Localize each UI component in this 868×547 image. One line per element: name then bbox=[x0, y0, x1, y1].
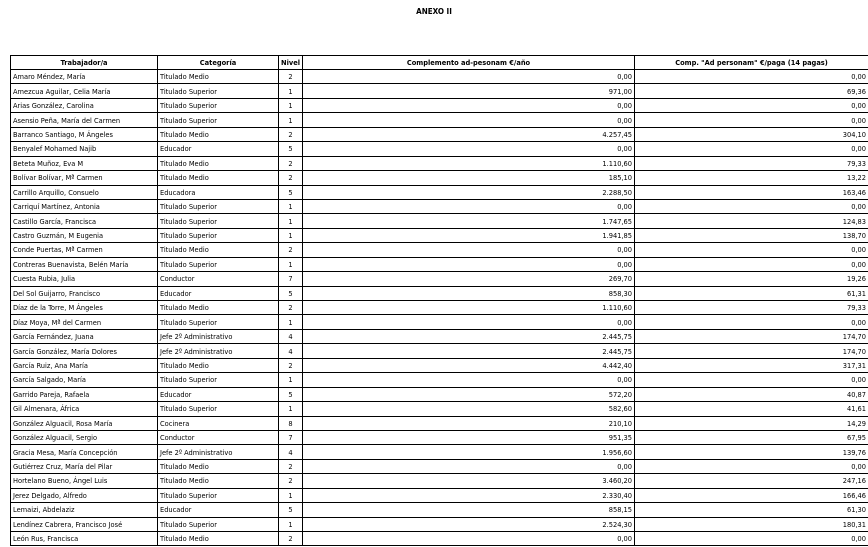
cell-level: 5 bbox=[279, 185, 303, 199]
cell-worker: Amezcua Aguilar, Celia María bbox=[11, 84, 158, 98]
cell-per-pay-complement: 174,70 bbox=[635, 329, 868, 343]
cell-level: 7 bbox=[279, 272, 303, 286]
header-worker: Trabajador/a bbox=[11, 56, 158, 70]
cell-category: Titulado Medio bbox=[158, 156, 279, 170]
cell-annual-complement: 0,00 bbox=[303, 373, 635, 387]
cell-worker: Castro Guzmán, M Eugenia bbox=[11, 228, 158, 242]
cell-annual-complement: 582,60 bbox=[303, 402, 635, 416]
cell-annual-complement: 0,00 bbox=[303, 98, 635, 112]
cell-worker: García González, María Dolores bbox=[11, 344, 158, 358]
cell-annual-complement: 0,00 bbox=[303, 199, 635, 213]
cell-annual-complement: 4.257,45 bbox=[303, 127, 635, 141]
cell-level: 2 bbox=[279, 70, 303, 84]
table-row bbox=[11, 315, 868, 329]
cell-per-pay-complement: 79,33 bbox=[635, 156, 868, 170]
cell-worker: Benyalef Mohamed Najib bbox=[11, 142, 158, 156]
cell-annual-complement: 0,00 bbox=[303, 532, 635, 546]
cell-per-pay-complement: 69,36 bbox=[635, 84, 868, 98]
cell-annual-complement: 0,00 bbox=[303, 113, 635, 127]
cell-annual-complement: 2.330,40 bbox=[303, 488, 635, 502]
cell-per-pay-complement: 61,31 bbox=[635, 286, 868, 300]
cell-level: 1 bbox=[279, 98, 303, 112]
table-row bbox=[11, 532, 868, 546]
cell-annual-complement: 210,10 bbox=[303, 416, 635, 430]
cell-worker: Amaro Méndez, María bbox=[11, 70, 158, 84]
cell-annual-complement: 0,00 bbox=[303, 243, 635, 257]
table-row bbox=[11, 517, 868, 531]
table-row bbox=[11, 84, 868, 98]
cell-level: 1 bbox=[279, 199, 303, 213]
cell-level: 2 bbox=[279, 243, 303, 257]
cell-per-pay-complement: 0,00 bbox=[635, 257, 868, 271]
cell-per-pay-complement: 0,00 bbox=[635, 113, 868, 127]
cell-level: 2 bbox=[279, 301, 303, 315]
table-row bbox=[11, 228, 868, 242]
cell-level: 2 bbox=[279, 358, 303, 372]
cell-per-pay-complement: 0,00 bbox=[635, 243, 868, 257]
cell-per-pay-complement: 317,31 bbox=[635, 358, 868, 372]
cell-per-pay-complement: 79,33 bbox=[635, 301, 868, 315]
table-row bbox=[11, 142, 868, 156]
cell-level: 4 bbox=[279, 329, 303, 343]
cell-annual-complement: 3.460,20 bbox=[303, 474, 635, 488]
cell-annual-complement: 4.442,40 bbox=[303, 358, 635, 372]
cell-category: Titulado Superior bbox=[158, 257, 279, 271]
table-row bbox=[11, 214, 868, 228]
cell-per-pay-complement: 138,70 bbox=[635, 228, 868, 242]
cell-worker: García Salgado, María bbox=[11, 373, 158, 387]
cell-worker: Beteta Muñoz, Eva M bbox=[11, 156, 158, 170]
cell-category: Conductor bbox=[158, 272, 279, 286]
cell-annual-complement: 971,00 bbox=[303, 84, 635, 98]
cell-level: 4 bbox=[279, 344, 303, 358]
cell-level: 1 bbox=[279, 84, 303, 98]
table-row bbox=[11, 171, 868, 185]
cell-per-pay-complement: 0,00 bbox=[635, 70, 868, 84]
cell-annual-complement: 1.956,60 bbox=[303, 445, 635, 459]
table-header-row bbox=[11, 56, 868, 70]
cell-category: Educador bbox=[158, 142, 279, 156]
cell-category: Titulado Superior bbox=[158, 199, 279, 213]
cell-worker: Bolívar Bolívar, Mª Carmen bbox=[11, 171, 158, 185]
cell-annual-complement: 1.747,65 bbox=[303, 214, 635, 228]
cell-category: Titulado Medio bbox=[158, 127, 279, 141]
cell-category: Titulado Superior bbox=[158, 214, 279, 228]
cell-category: Educadora bbox=[158, 185, 279, 199]
table-row bbox=[11, 257, 868, 271]
cell-category: Titulado Medio bbox=[158, 532, 279, 546]
cell-category: Jefe 2º Administrativo bbox=[158, 344, 279, 358]
cell-level: 2 bbox=[279, 171, 303, 185]
cell-worker: León Rus, Francisca bbox=[11, 532, 158, 546]
cell-annual-complement: 2.445,75 bbox=[303, 344, 635, 358]
cell-worker: Cuesta Rubia, Julia bbox=[11, 272, 158, 286]
table-row bbox=[11, 416, 868, 430]
cell-worker: Díaz Moya, Mª del Carmen bbox=[11, 315, 158, 329]
compensation-table bbox=[10, 55, 868, 546]
header-per-pay-complement: Comp. "Ad personam" €/paga (14 pagas) bbox=[635, 56, 868, 70]
cell-annual-complement: 572,20 bbox=[303, 387, 635, 401]
cell-category: Titulado Superior bbox=[158, 84, 279, 98]
cell-worker: Lemaizi, Abdelaziz bbox=[11, 503, 158, 517]
cell-category: Cocinera bbox=[158, 416, 279, 430]
cell-worker: González Alguacil, Rosa María bbox=[11, 416, 158, 430]
cell-annual-complement: 2.288,50 bbox=[303, 185, 635, 199]
cell-level: 7 bbox=[279, 430, 303, 444]
cell-per-pay-complement: 67,95 bbox=[635, 430, 868, 444]
cell-category: Titulado Medio bbox=[158, 358, 279, 372]
cell-level: 1 bbox=[279, 402, 303, 416]
cell-category: Titulado Medio bbox=[158, 459, 279, 473]
cell-level: 1 bbox=[279, 488, 303, 502]
cell-level: 5 bbox=[279, 286, 303, 300]
cell-annual-complement: 951,35 bbox=[303, 430, 635, 444]
cell-worker: Asensio Peña, María del Carmen bbox=[11, 113, 158, 127]
cell-worker: Garrido Pareja, Rafaela bbox=[11, 387, 158, 401]
cell-category: Titulado Superior bbox=[158, 373, 279, 387]
table-row bbox=[11, 387, 868, 401]
cell-level: 5 bbox=[279, 142, 303, 156]
cell-per-pay-complement: 304,10 bbox=[635, 127, 868, 141]
cell-annual-complement: 1.110,60 bbox=[303, 156, 635, 170]
table-row bbox=[11, 70, 868, 84]
cell-per-pay-complement: 174,70 bbox=[635, 344, 868, 358]
table-row bbox=[11, 301, 868, 315]
cell-category: Educador bbox=[158, 387, 279, 401]
header-level: Nivel bbox=[279, 56, 303, 70]
cell-category: Titulado Medio bbox=[158, 301, 279, 315]
table-row bbox=[11, 113, 868, 127]
table-row bbox=[11, 199, 868, 213]
table-row bbox=[11, 156, 868, 170]
header-annual-complement: Complemento ad-pesonam €/año bbox=[303, 56, 635, 70]
table-body bbox=[11, 70, 868, 546]
cell-category: Titulado Medio bbox=[158, 171, 279, 185]
cell-level: 1 bbox=[279, 315, 303, 329]
cell-per-pay-complement: 13,22 bbox=[635, 171, 868, 185]
cell-level: 2 bbox=[279, 532, 303, 546]
table-row bbox=[11, 243, 868, 257]
cell-worker: Gutiérrez Cruz, María del Pilar bbox=[11, 459, 158, 473]
cell-worker: Lendínez Cabrera, Francisco José bbox=[11, 517, 158, 531]
cell-level: 2 bbox=[279, 156, 303, 170]
cell-annual-complement: 0,00 bbox=[303, 142, 635, 156]
cell-per-pay-complement: 247,16 bbox=[635, 474, 868, 488]
cell-worker: Del Sol Guijarro, Francisco bbox=[11, 286, 158, 300]
table-row bbox=[11, 286, 868, 300]
cell-level: 5 bbox=[279, 503, 303, 517]
table-row bbox=[11, 98, 868, 112]
cell-annual-complement: 1.941,85 bbox=[303, 228, 635, 242]
cell-level: 4 bbox=[279, 445, 303, 459]
cell-per-pay-complement: 124,83 bbox=[635, 214, 868, 228]
cell-per-pay-complement: 0,00 bbox=[635, 532, 868, 546]
cell-level: 2 bbox=[279, 459, 303, 473]
cell-annual-complement: 269,70 bbox=[303, 272, 635, 286]
cell-annual-complement: 185,10 bbox=[303, 171, 635, 185]
cell-worker: Díaz de la Torre, M Ángeles bbox=[11, 301, 158, 315]
cell-per-pay-complement: 0,00 bbox=[635, 142, 868, 156]
header-category: Categoría bbox=[158, 56, 279, 70]
cell-per-pay-complement: 0,00 bbox=[635, 373, 868, 387]
cell-worker: Jerez Delgado, Alfredo bbox=[11, 488, 158, 502]
table-row bbox=[11, 185, 868, 199]
cell-worker: Barranco Santiago, M Ángeles bbox=[11, 127, 158, 141]
document-title: ANEXO II bbox=[416, 7, 452, 16]
table-row bbox=[11, 344, 868, 358]
cell-category: Titulado Superior bbox=[158, 315, 279, 329]
cell-level: 2 bbox=[279, 127, 303, 141]
cell-level: 2 bbox=[279, 474, 303, 488]
cell-per-pay-complement: 19,26 bbox=[635, 272, 868, 286]
cell-level: 1 bbox=[279, 214, 303, 228]
table-row bbox=[11, 272, 868, 286]
table-row bbox=[11, 329, 868, 343]
cell-worker: Castillo García, Francisca bbox=[11, 214, 158, 228]
cell-category: Titulado Medio bbox=[158, 70, 279, 84]
cell-category: Titulado Superior bbox=[158, 517, 279, 531]
cell-per-pay-complement: 41,61 bbox=[635, 402, 868, 416]
cell-category: Jefe 2º Administrativo bbox=[158, 329, 279, 343]
cell-annual-complement: 0,00 bbox=[303, 459, 635, 473]
cell-category: Titulado Superior bbox=[158, 488, 279, 502]
cell-category: Titulado Superior bbox=[158, 402, 279, 416]
cell-annual-complement: 858,15 bbox=[303, 503, 635, 517]
cell-category: Educador bbox=[158, 503, 279, 517]
cell-category: Titulado Superior bbox=[158, 98, 279, 112]
cell-per-pay-complement: 166,46 bbox=[635, 488, 868, 502]
cell-annual-complement: 1.110,60 bbox=[303, 301, 635, 315]
cell-annual-complement: 0,00 bbox=[303, 70, 635, 84]
table-row bbox=[11, 488, 868, 502]
cell-category: Educador bbox=[158, 286, 279, 300]
cell-worker: Conde Puertas, Mª Carmen bbox=[11, 243, 158, 257]
cell-worker: Hortelano Bueno, Ángel Luis bbox=[11, 474, 158, 488]
cell-level: 8 bbox=[279, 416, 303, 430]
table-row bbox=[11, 402, 868, 416]
cell-annual-complement: 0,00 bbox=[303, 315, 635, 329]
cell-category: Titulado Medio bbox=[158, 243, 279, 257]
cell-level: 1 bbox=[279, 228, 303, 242]
cell-level: 1 bbox=[279, 113, 303, 127]
cell-per-pay-complement: 180,31 bbox=[635, 517, 868, 531]
table-row bbox=[11, 358, 868, 372]
cell-worker: Contreras Buenavista, Belén María bbox=[11, 257, 158, 271]
table-row bbox=[11, 430, 868, 444]
cell-per-pay-complement: 0,00 bbox=[635, 459, 868, 473]
table-row bbox=[11, 503, 868, 517]
cell-worker: Gracia Mesa, María Concepción bbox=[11, 445, 158, 459]
cell-worker: Arias González, Carolina bbox=[11, 98, 158, 112]
cell-worker: Gil Almenara, África bbox=[11, 402, 158, 416]
cell-worker: García Fernández, Juana bbox=[11, 329, 158, 343]
table-row bbox=[11, 474, 868, 488]
cell-worker: Carrillo Arquillo, Consuelo bbox=[11, 185, 158, 199]
cell-category: Titulado Superior bbox=[158, 113, 279, 127]
cell-level: 1 bbox=[279, 373, 303, 387]
cell-category: Titulado Medio bbox=[158, 474, 279, 488]
cell-per-pay-complement: 61,30 bbox=[635, 503, 868, 517]
cell-worker: Carriquí Martínez, Antonia bbox=[11, 199, 158, 213]
table-row bbox=[11, 445, 868, 459]
cell-category: Conductor bbox=[158, 430, 279, 444]
table-row bbox=[11, 127, 868, 141]
cell-level: 1 bbox=[279, 517, 303, 531]
cell-category: Jefe 2º Administrativo bbox=[158, 445, 279, 459]
cell-annual-complement: 2.524,30 bbox=[303, 517, 635, 531]
cell-per-pay-complement: 0,00 bbox=[635, 98, 868, 112]
cell-per-pay-complement: 14,29 bbox=[635, 416, 868, 430]
cell-annual-complement: 0,00 bbox=[303, 257, 635, 271]
cell-per-pay-complement: 0,00 bbox=[635, 199, 868, 213]
cell-annual-complement: 2.445,75 bbox=[303, 329, 635, 343]
cell-worker: García Ruiz, Ana María bbox=[11, 358, 158, 372]
cell-per-pay-complement: 139,76 bbox=[635, 445, 868, 459]
cell-level: 5 bbox=[279, 387, 303, 401]
table-row bbox=[11, 459, 868, 473]
cell-per-pay-complement: 40,87 bbox=[635, 387, 868, 401]
cell-per-pay-complement: 163,46 bbox=[635, 185, 868, 199]
cell-annual-complement: 858,30 bbox=[303, 286, 635, 300]
cell-level: 1 bbox=[279, 257, 303, 271]
cell-per-pay-complement: 0,00 bbox=[635, 315, 868, 329]
table-row bbox=[11, 373, 868, 387]
cell-category: Titulado Superior bbox=[158, 228, 279, 242]
cell-worker: González Alguacil, Sergio bbox=[11, 430, 158, 444]
